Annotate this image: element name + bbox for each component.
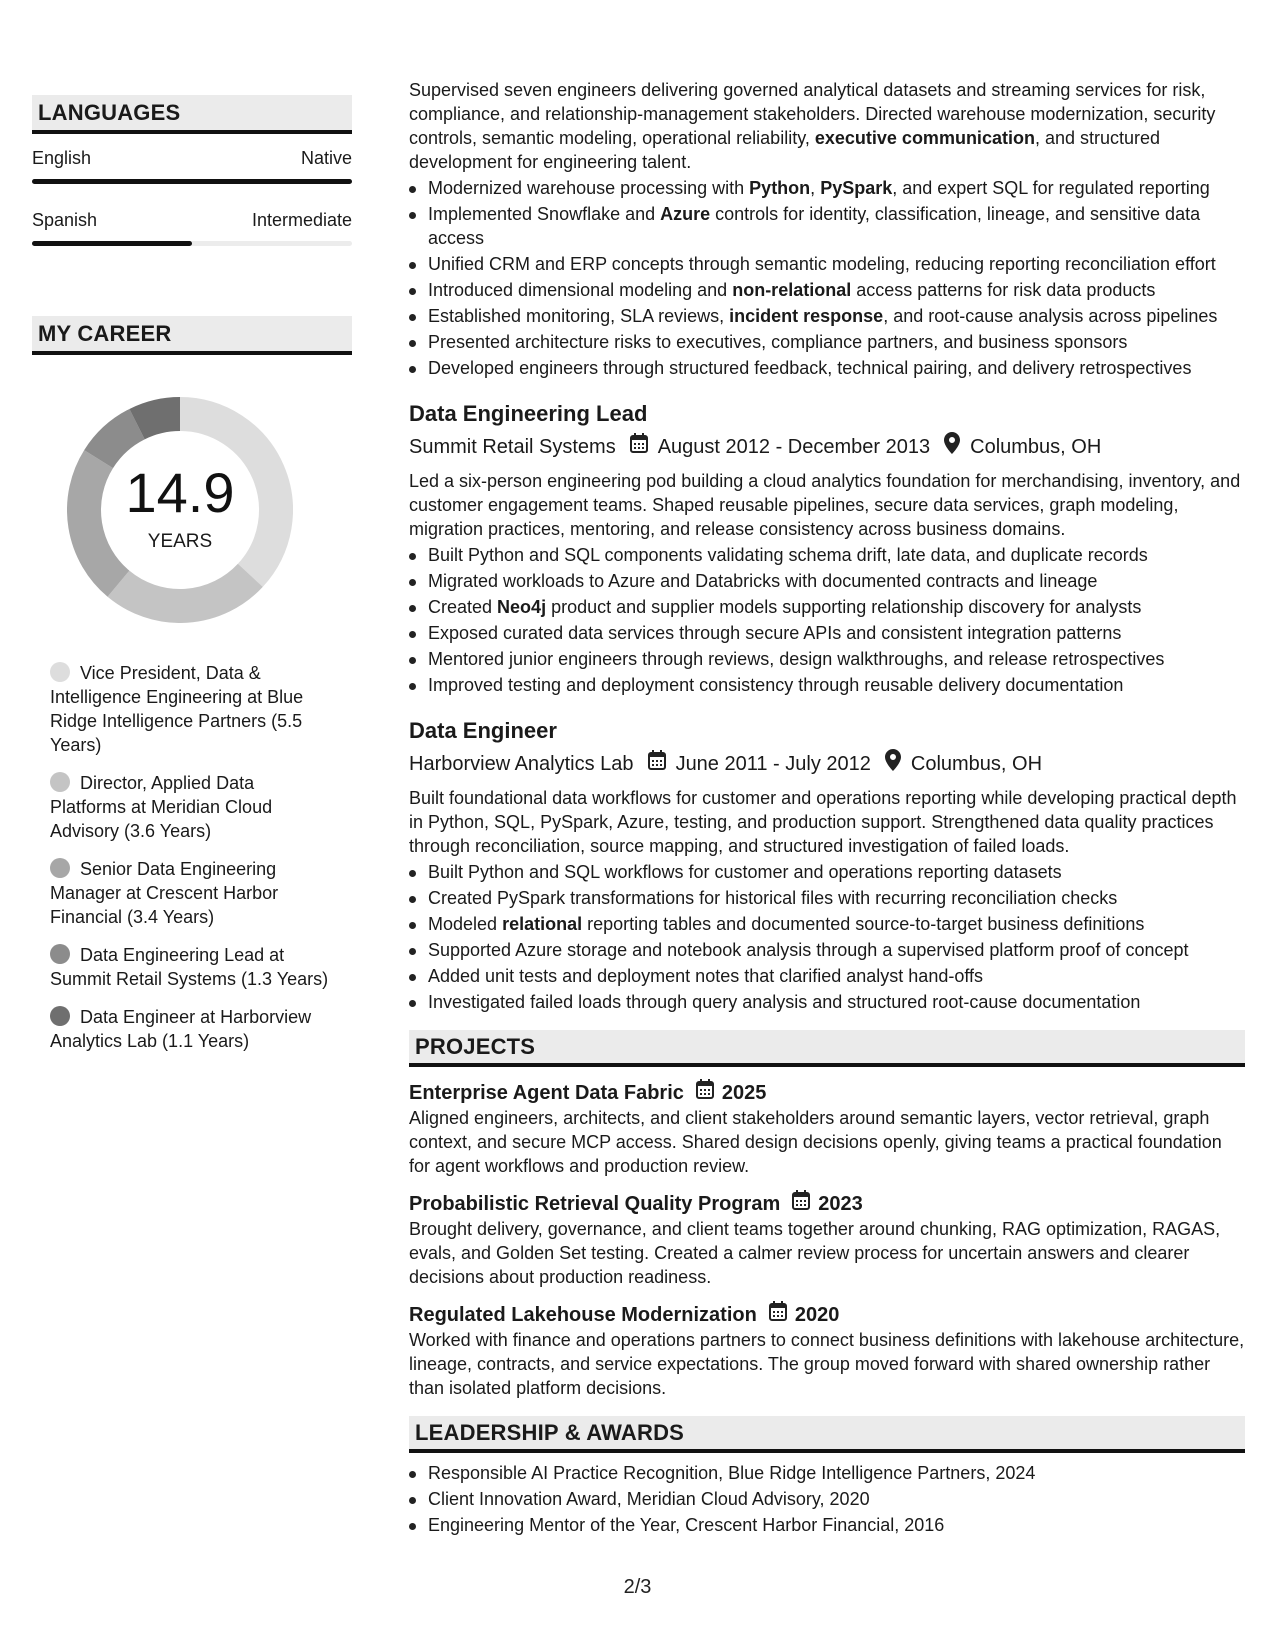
project-description: Aligned engineers, architects, and client stakeholders around semantic layers, vector retrieval, graph context, and secure MCP access. Shared design decisions openly, giving teams a practical foundation for agent workflows and production review.: [409, 1108, 1222, 1176]
list-item: Client Innovation Award, Meridian Cloud Advisory, 2020: [409, 1487, 1245, 1511]
calendar-icon: [648, 750, 666, 777]
project-year: 2023: [818, 1192, 863, 1215]
job-entry: [409, 717, 1245, 1014]
company-name: Harborview Analytics Lab: [409, 752, 634, 775]
career-legend-item: Director, Applied Data Platforms at Meridian Cloud Advisory (3.6 Years): [50, 773, 273, 841]
calendar-icon: [769, 1301, 787, 1328]
page-number: 2/3: [623, 1576, 652, 1598]
job-location: Columbus, OH: [970, 435, 1102, 458]
legend-dot-icon: [50, 662, 70, 682]
job-bullets: [409, 543, 1245, 697]
project-entry: [409, 1079, 1245, 1178]
list-item: Presented architecture risks to executives, compliance partners, and business sponsors: [409, 330, 1245, 354]
calendar-icon: [630, 433, 648, 460]
company-name: Summit Retail Systems: [409, 435, 616, 458]
project-title: Probabilistic Retrieval Quality Program: [409, 1192, 781, 1215]
list-item: Modernized warehouse processing with Python, PySpark, and expert SQL for regulated reporting: [409, 176, 1245, 200]
list-item: Built Python and SQL components validating schema drift, late data, and duplicate records: [409, 543, 1245, 567]
awards-section: [409, 1416, 1245, 1537]
job-summary: Led a six-person engineering pod building a cloud analytics foundation for merchandising, inventory, and customer engagement teams. Shaped reusable pipelines, secure data services, graph modeling, migration practices, mentoring, and release consistency across business domains.: [409, 471, 1241, 539]
job-title: Data Engineering Lead: [409, 401, 648, 426]
list-item: Implemented Snowflake and Azure controls for identity, classification, lineage, and sensitive data access: [409, 202, 1245, 250]
career-legend-item: Data Engineering Lead at Summit Retail Systems (1.3 Years): [50, 945, 329, 989]
job-location: Columbus, OH: [910, 752, 1043, 775]
list-item: Unified CRM and ERP concepts through semantic modeling, reducing reporting reconciliation effort: [409, 252, 1245, 276]
donut-segment-2: [118, 575, 250, 606]
language-level-bar: [32, 241, 352, 246]
list-item: Investigated failed loads through query analysis and structured root-cause documentation: [409, 990, 1245, 1014]
right-column: [409, 78, 1245, 1539]
language-name: Spanish: [32, 210, 98, 230]
list-item: Responsible AI Practice Recognition, Blue Ridge Intelligence Partners, 2024: [409, 1461, 1245, 1485]
project-description: Worked with finance and operations partners to connect business definitions with lakehouse architecture, lineage, contracts, and service expectations. The group moved forward with shared ownership rather than isolated platform decisions.: [409, 1330, 1245, 1398]
career-years-unit: YEARS: [147, 531, 213, 552]
projects-section: [409, 1030, 1245, 1400]
language-level: Native: [300, 148, 352, 168]
list-item: Engineering Mentor of the Year, Crescent Harbor Financial, 2016: [409, 1513, 1245, 1537]
legend-dot-icon: [50, 772, 70, 792]
donut-segment-4: [99, 424, 137, 459]
project-title: Regulated Lakehouse Modernization: [409, 1303, 757, 1326]
legend-dot-icon: [50, 944, 70, 964]
role-summary: Supervised seven engineers delivering governed analytical datasets and streaming services for risk, compliance, and relationship-management stakeholders. Directed warehouse modernization, security controls, semantic modeling, operational reliability, executive communication, and structured development for engineering talent.: [409, 80, 1216, 172]
awards-list: [409, 1461, 1245, 1537]
project-year: 2025: [721, 1081, 767, 1104]
list-item: Created PySpark transformations for historical files with recurring reconciliation checks: [409, 886, 1245, 910]
list-item: Introduced dimensional modeling and non-relational access patterns for risk data products: [409, 278, 1245, 302]
language-level: Intermediate: [251, 210, 352, 230]
list-item: Developed engineers through structured feedback, technical pairing, and delivery retrospectives: [409, 356, 1245, 380]
job-dates: August 2012 - December 2013: [657, 435, 931, 458]
job-title: Data Engineer: [409, 718, 557, 743]
career-total-years: 14.9: [125, 461, 235, 524]
calendar-icon: [792, 1190, 810, 1217]
job-summary: Built foundational data workflows for customer and operations reporting while developing practical depth in Python, SQL, PySpark, Azure, testing, and production support. Strengthened data quality practices through reconciliation, source mapping, and structured investigation of failed loads.: [409, 788, 1237, 856]
career-donut-chart: [67, 397, 293, 623]
left-column: [32, 95, 352, 1067]
legend-dot-icon: [50, 858, 70, 878]
map-pin-icon: [885, 749, 901, 778]
list-item: Added unit tests and deployment notes that clarified analyst hand-offs: [409, 964, 1245, 988]
career-legend: [50, 661, 330, 1053]
job-meta: [409, 432, 1245, 461]
language-name: English: [32, 148, 92, 168]
career-legend-item: Data Engineer at Harborview Analytics Lab (1.1 Years): [50, 1007, 312, 1051]
career-legend-item: Senior Data Engineering Manager at Crescent Harbor Financial (3.4 Years): [50, 859, 279, 927]
project-description: Brought delivery, governance, and client teams together around chunking, RAG optimization, RAGAS, evals, and Golden Set testing. Created a calmer review process for uncertain answers and clearer decisions about production readiness.: [409, 1219, 1221, 1287]
list-item: Supported Azure storage and notebook analysis through a supervised platform proof of concept: [409, 938, 1245, 962]
language-item: [32, 210, 352, 246]
list-item: Improved testing and deployment consistency through reusable delivery documentation: [409, 673, 1245, 697]
list-item: Mentored junior engineers through reviews, design walkthroughs, and release retrospectives: [409, 647, 1245, 671]
career-heading: MY CAREER: [32, 316, 352, 355]
job-entry: [409, 400, 1245, 697]
awards-heading: LEADERSHIP & AWARDS: [409, 1416, 1245, 1453]
job-bullets: [409, 860, 1245, 1014]
list-item: Modeled relational reporting tables and documented source-to-target business definitions: [409, 912, 1245, 936]
projects-heading: PROJECTS: [409, 1030, 1245, 1067]
list-item: Exposed curated data services through secure APIs and consistent integration patterns: [409, 621, 1245, 645]
project-entry: [409, 1190, 1245, 1289]
job-dates: June 2011 - July 2012: [675, 752, 871, 775]
list-item: Created Neo4j product and supplier models supporting relationship discovery for analysts: [409, 595, 1245, 619]
role-bullets: [409, 176, 1245, 380]
project-entry: [409, 1301, 1245, 1400]
list-item: Migrated workloads to Azure and Databricks with documented contracts and lineage: [409, 569, 1245, 593]
language-level-bar: [32, 179, 352, 184]
calendar-icon: [696, 1079, 714, 1106]
project-year: 2020: [794, 1303, 840, 1326]
donut-segment-5: [137, 414, 180, 424]
legend-dot-icon: [50, 1006, 70, 1026]
list-item: Built Python and SQL workflows for customer and operations reporting datasets: [409, 860, 1245, 884]
job-meta: [409, 749, 1245, 778]
project-title: Enterprise Agent Data Fabric: [409, 1081, 684, 1104]
map-pin-icon: [944, 432, 960, 461]
language-item: [32, 148, 352, 184]
career-legend-item: Vice President, Data & Intelligence Engineering at Blue Ridge Intelligence Partners (5.5 Years): [50, 663, 304, 755]
languages-heading: LANGUAGES: [32, 95, 352, 134]
list-item: Established monitoring, SLA reviews, incident response, and root-cause analysis across pipelines: [409, 304, 1245, 328]
